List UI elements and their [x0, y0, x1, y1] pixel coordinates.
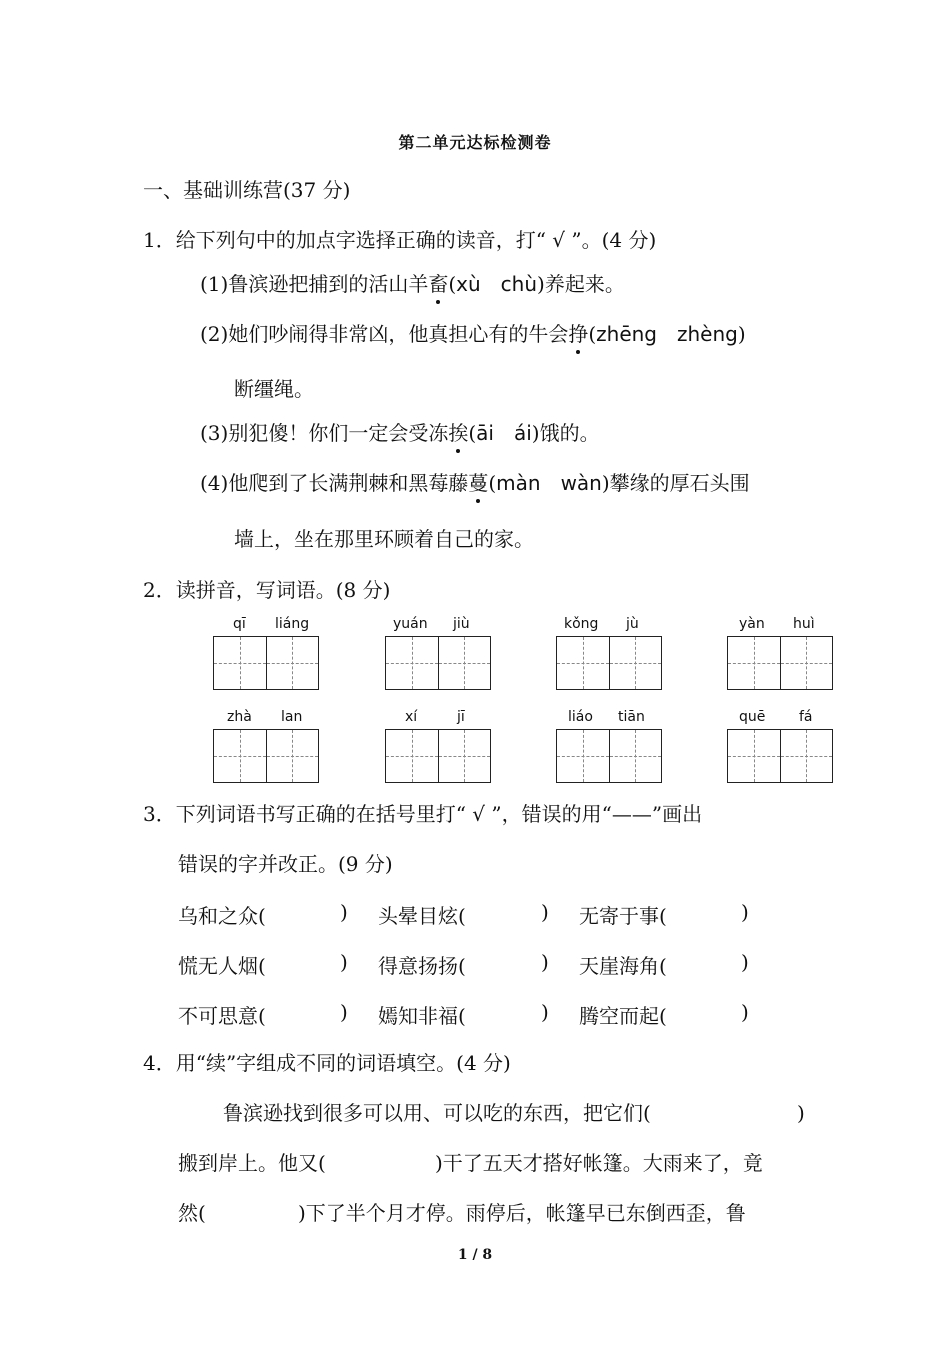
pinyin-options: zhēng zhèng	[596, 322, 738, 346]
q1-item-2-cont: 断缰绳。	[234, 377, 314, 401]
writing-grid[interactable]	[727, 729, 833, 783]
dotted-char: 畜	[428, 272, 449, 296]
dotted-char: 挣	[568, 322, 589, 346]
q4-passage-line-3a: 然(	[178, 1201, 206, 1225]
idiom-item: 腾空而起(	[579, 1004, 667, 1028]
page-number: 1 / 8	[457, 1247, 493, 1263]
idiom-item: 嫣知非福(	[378, 1004, 466, 1028]
pinyin-label: kǒng	[564, 616, 599, 632]
answer-paren-close[interactable]: )	[541, 950, 549, 974]
pinyin-label: jī	[457, 709, 465, 725]
idiom-item: 无寄于事(	[579, 904, 667, 928]
idiom-item: 天崖海角(	[579, 954, 667, 978]
q3-prompt: 3．下列词语书写正确的在括号里打“ √ ”，错误的用“——”画出	[143, 802, 703, 826]
section-heading: 一、基础训练营(37 分)	[143, 178, 351, 202]
q4-prompt: 4．用“续”字组成不同的词语填空。(4 分)	[143, 1051, 511, 1075]
pinyin-label: liáo	[568, 709, 593, 725]
q1-item-3: (3)别犯傻！你们一定会受冻挨(āi ái)饿的。	[200, 421, 600, 445]
answer-paren-close[interactable]: )	[340, 950, 348, 974]
writing-grid[interactable]	[385, 636, 491, 690]
pinyin-label: huì	[793, 616, 815, 632]
pinyin-label: quē	[739, 709, 766, 725]
pinyin-label: yàn	[739, 616, 765, 632]
pinyin-label: jiù	[453, 616, 470, 632]
idiom-item: 不可思意(	[178, 1004, 266, 1028]
q4-passage-line-3b: )下了半个月才停。雨停后，帐篷早已东倒西歪，鲁	[298, 1201, 746, 1225]
pinyin-label: xí	[405, 709, 418, 725]
writing-grid[interactable]	[385, 729, 491, 783]
writing-grid[interactable]	[213, 636, 319, 690]
q2-prompt: 2．读拼音，写词语。(8 分)	[143, 578, 391, 602]
answer-paren-close[interactable]: )	[340, 1000, 348, 1024]
dotted-char: 蔓	[468, 471, 489, 495]
answer-paren-close[interactable]: )	[340, 900, 348, 924]
q4-passage-line-1: 鲁滨逊找到很多可以用、可以吃的东西，把它们(	[223, 1101, 651, 1125]
idiom-item: 得意扬扬(	[378, 954, 466, 978]
q1-item-2: (2)她们吵闹得非常凶，他真担心有的牛会挣(zhēng zhèng)	[200, 322, 746, 346]
pinyin-label: yuán	[393, 616, 428, 632]
writing-grid[interactable]	[213, 729, 319, 783]
idiom-item: 头晕目炫(	[378, 904, 466, 928]
page-title: 第二单元达标检测卷	[398, 133, 552, 152]
pinyin-label: fá	[799, 709, 813, 725]
pinyin-label: liáng	[275, 616, 310, 632]
q4-passage-line-2b: )干了五天才搭好帐篷。大雨来了，竟	[435, 1151, 763, 1175]
q1-item-1: (1)鲁滨逊把捕到的活山羊畜(xù chù)养起来。	[200, 272, 625, 296]
answer-paren-close[interactable]: )	[741, 900, 749, 924]
q4-paren-close[interactable]: )	[797, 1101, 805, 1125]
q1-item-4-cont: 墙上，坐在那里环顾着自己的家。	[234, 527, 534, 551]
pinyin-label: zhà	[227, 709, 252, 725]
pinyin-options: āi ái	[476, 421, 532, 445]
writing-grid[interactable]	[556, 729, 662, 783]
dotted-char: 挨	[448, 421, 469, 445]
pinyin-label: jù	[626, 616, 639, 632]
pinyin-label: lan	[281, 709, 303, 725]
writing-grid[interactable]	[556, 636, 662, 690]
q3-prompt-cont: 错误的字并改正。(9 分)	[178, 852, 393, 876]
pinyin-options: màn wàn	[496, 471, 602, 495]
answer-paren-close[interactable]: )	[741, 950, 749, 974]
pinyin-label: qī	[233, 616, 246, 632]
pinyin-label: tiān	[618, 709, 645, 725]
idiom-item: 慌无人烟(	[178, 954, 266, 978]
writing-grid[interactable]	[727, 636, 833, 690]
answer-paren-close[interactable]: )	[541, 1000, 549, 1024]
answer-paren-close[interactable]: )	[741, 1000, 749, 1024]
q4-passage-line-2a: 搬到岸上。他又(	[178, 1151, 326, 1175]
q1-prompt: 1．给下列句中的加点字选择正确的读音，打“ √ ”。(4 分)	[143, 228, 657, 252]
q1-item-4: (4)他爬到了长满荆棘和黑莓藤蔓(màn wàn)攀缘的厚石头围	[200, 471, 750, 495]
idiom-item: 乌和之众(	[178, 904, 266, 928]
pinyin-options: xù chù	[456, 272, 538, 296]
answer-paren-close[interactable]: )	[541, 900, 549, 924]
